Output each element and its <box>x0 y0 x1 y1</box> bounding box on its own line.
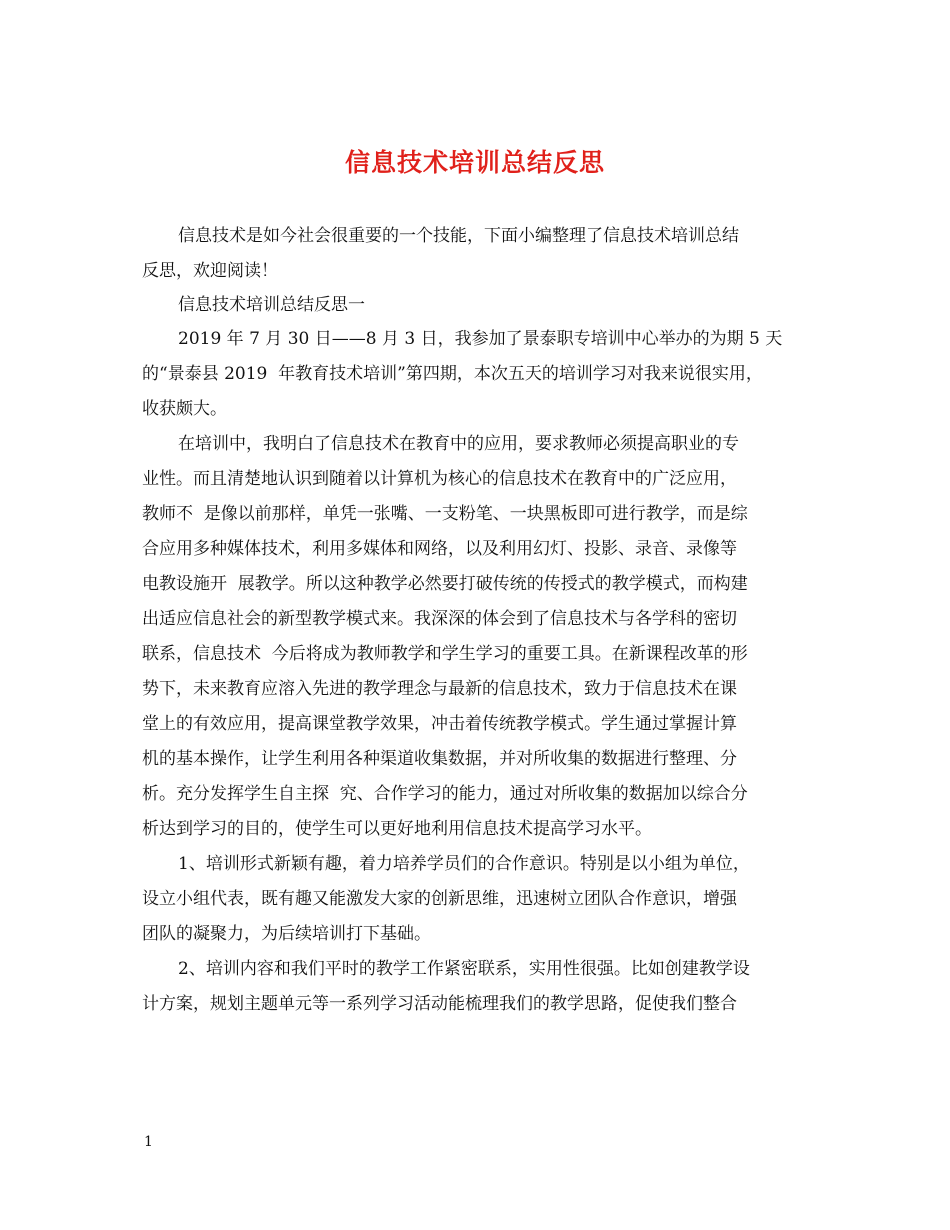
body-line: 电教设施开 展教学。所以这种教学必然要打破传统的传授式的教学模式，而构建 <box>142 574 748 594</box>
body-line: 的“景泰县 2019 年教育技术培训”第四期，本次五天的培训学习对我来说很实用， <box>142 364 763 384</box>
body-line: 业性。而且清楚地认识到随着以计算机为核心的信息技术在教育中的广泛应用， <box>142 469 737 489</box>
page-title: 信息技术培训总结反思 <box>344 148 605 177</box>
body-line: 2019 年 7 月 30 日——8 月 3 日，我参加了景泰职专培训中心举办的为期 5 天 <box>178 329 783 349</box>
body-line: 计方案，规划主题单元等一系列学习活动能梳理我们的教学思路，促使我们整合 <box>142 994 737 1014</box>
page-number: 1 <box>144 1134 153 1150</box>
body-line: 设立小组代表，既有趣又能激发大家的创新思维，迅速树立团队合作意识，增强 <box>142 889 737 909</box>
body-line: 出适应信息社会的新型教学模式来。我深深的体会到了信息技术与各学科的密切 <box>142 609 737 629</box>
body-line: 1、培训形式新颖有趣，着力培养学员们的合作意识。特别是以小组为单位， <box>178 854 750 874</box>
body-line: 反思，欢迎阅读！ <box>142 261 278 281</box>
body-line: 析达到学习的目的，使学生可以更好地利用信息技术提高学习水平。 <box>142 819 652 839</box>
body-line: 联系，信息技术 今后将成为教师教学和学生学习的重要工具。在新课程改革的形 <box>142 644 748 664</box>
body-line: 合应用多种媒体技术，利用多媒体和网络，以及利用幻灯、投影、录音、录像等 <box>142 539 737 559</box>
body-line: 2、培训内容和我们平时的教学工作紧密联系，实用性很强。比如创建教学设 <box>178 959 750 979</box>
body-line: 教师不 是像以前那样，单凭一张嘴、一支粉笔、一块黑板即可进行教学，而是综 <box>142 504 748 524</box>
body-line: 信息技术是如今社会很重要的一个技能，下面小编整理了信息技术培训总结 <box>178 226 739 246</box>
body-line: 势下，未来教育应溶入先进的教学理念与最新的信息技术，致力于信息技术在课 <box>142 679 737 699</box>
body-line: 堂上的有效应用，提高课堂教学效果，冲击着传统教学模式。学生通过掌握计算 <box>142 714 737 734</box>
body-line: 收获颇大。 <box>142 399 227 419</box>
body-line: 机的基本操作，让学生利用各种渠道收集数据，并对所收集的数据进行整理、分 <box>142 749 737 769</box>
body-line: 在培训中，我明白了信息技术在教育中的应用，要求教师必须提高职业的专 <box>178 434 739 454</box>
body-line: 析。充分发挥学生自主探 究、合作学习的能力，通过对所收集的数据加以综合分 <box>142 784 748 804</box>
body-line: 团队的凝聚力，为后续培训打下基础。 <box>142 924 431 944</box>
body-line: 信息技术培训总结反思一 <box>178 295 365 315</box>
